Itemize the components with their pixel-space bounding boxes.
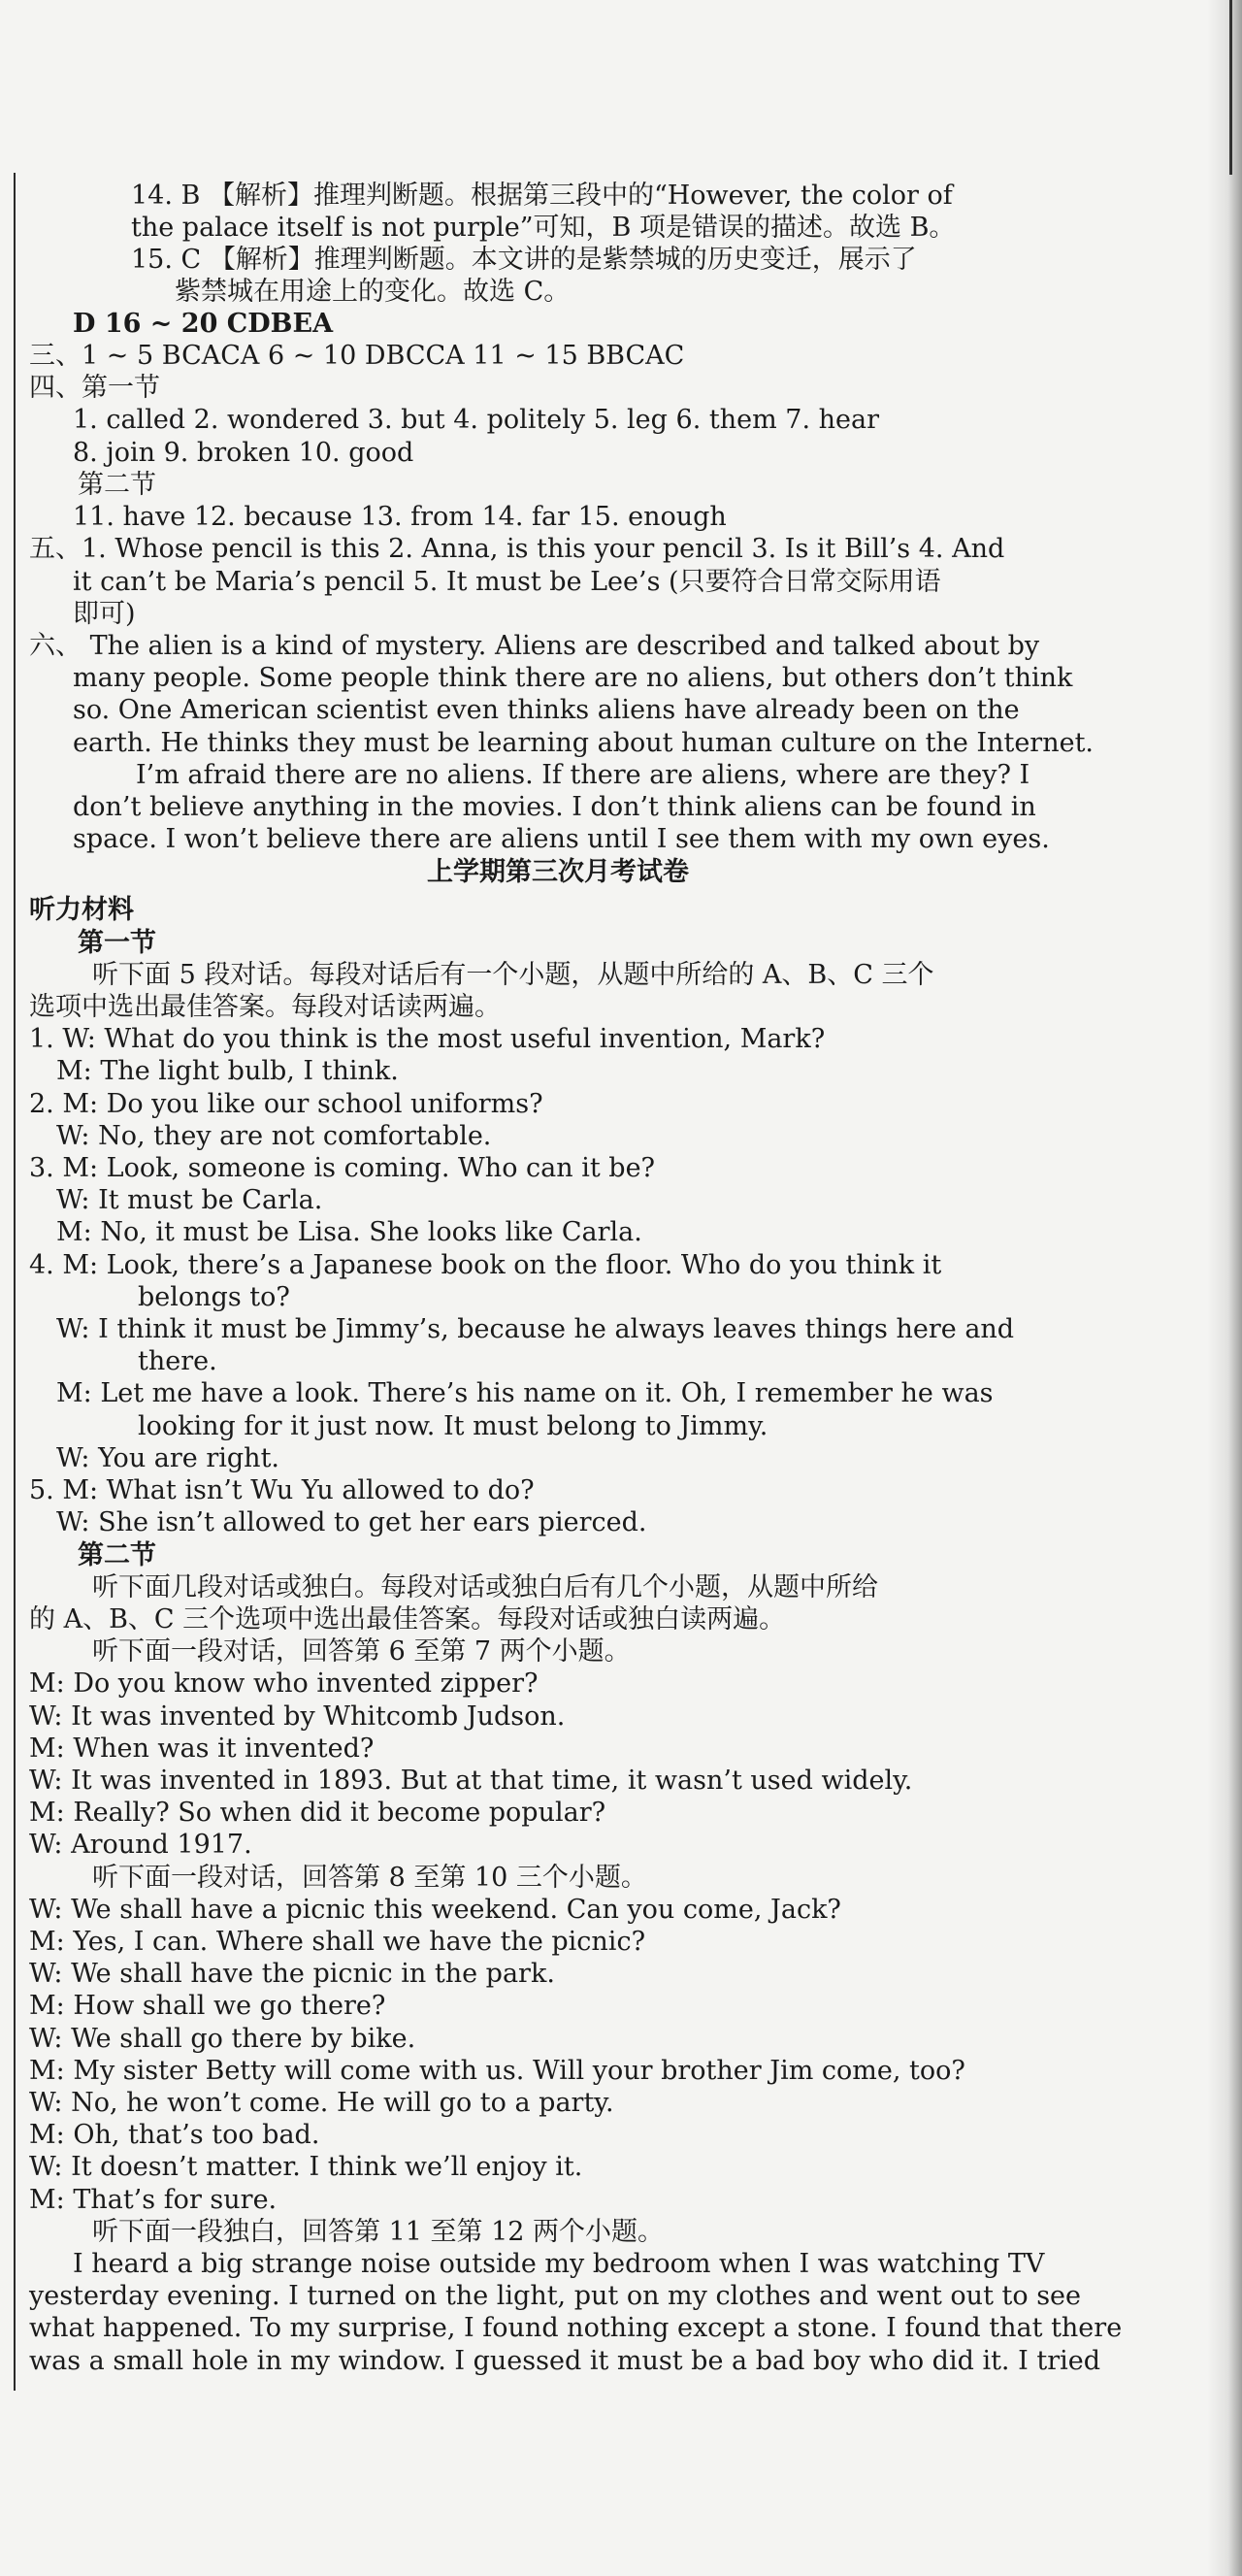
dialogue-line: M: Really? So when did it become popular? [29,1798,606,1828]
part-5: 五、1. Whose pencil is this 2. Anna, is this your pencil 3. Is it Bill’s 4. And [29,534,1005,564]
monologue-line: was a small hole in my window. I guessed it must be a bad boy who did it. I tried [29,2346,1100,2376]
dialogue-line: W: It was invented by Whitcomb Judson. [29,1701,566,1732]
dialogue-line: M: Yes, I can. Where shall we have the picnic? [29,1927,646,1957]
dialogue-line: W: We shall have the picnic in the park. [29,1959,555,1989]
exam-title: 上学期第三次月考试卷 [427,857,689,887]
dialogue-line: W: No, they are not comfortable. [56,1121,492,1151]
dialogue-line: 5. M: What isn’t Wu Yu allowed to do? [29,1475,535,1505]
part-6: 六、 The alien is a kind of mystery. Aliens are described and talked about by [29,631,1040,661]
dialogue-line: W: No, he won’t come. He will go to a party. [29,2088,614,2118]
dialogue-line: M: How shall we go there? [29,1991,386,2021]
answer-d: D 16 ~ 20 CDBEA [73,309,334,339]
dialogue-line: W: You are right. [56,1443,280,1473]
part-6-line: I’m afraid there are no aliens. If there are aliens, where are they? I [136,760,1030,790]
dialogue-line: M: My sister Betty will come with us. Will your brother Jim come, too? [29,2056,965,2086]
dialogue-line: M: When was it invented? [29,1734,375,1764]
dialogue-line: W: She isn’t allowed to get her ears pierced. [56,1507,647,1537]
dialogue-line: 4. M: Look, there’s a Japanese book on the floor. Who do you think it [29,1250,942,1280]
dialogue-line: W: It must be Carla. [56,1185,323,1215]
instruction: 听下面 5 段对话。每段对话后有一个小题，从题中所给的 A、B、C 三个 [92,960,934,990]
part-6-line: don’t believe anything in the movies. I don’t think aliens can be found in [73,792,1036,822]
answer-15-cont: 紫禁城在用途上的变化。故选 C。 [175,277,571,307]
listening-sec2: 第二节 [78,1540,156,1570]
dialogue-line: M: Do you know who invented zipper? [29,1668,539,1699]
part-5-cont: it can’t be Maria’s pencil 5. It must be Lee’s (只要符合日常交际用语 [73,567,941,597]
dialogue-line: 2. M: Do you like our school uniforms? [29,1089,543,1119]
dialogue-line: W: We shall have a picnic this weekend. Can you come, Jack? [29,1895,841,1925]
dialogue-line: W: It was invented in 1893. But at that time, it wasn’t used widely. [29,1766,913,1796]
answer-15: 15. C 【解析】推理判断题。本文讲的是紫禁城的历史变迁，展示了 [131,245,917,275]
part-6-line: space. I won’t believe there are aliens until I see them with my own eyes. [73,824,1050,854]
instruction: 听下面一段对话，回答第 6 至第 7 两个小题。 [92,1636,631,1667]
listening-heading: 听力材料 [29,895,134,925]
monologue-line: I heard a big strange noise outside my bedroom when I was watching TV [73,2249,1045,2279]
part-5-cont2: 即可) [73,599,136,629]
dialogue-line: M: The light bulb, I think. [56,1056,399,1086]
instruction: 听下面一段独白，回答第 11 至第 12 两个小题。 [92,2217,665,2247]
dialogue-line: M: Let me have a look. There’s his name on it. Oh, I remember he was [56,1378,994,1408]
dialogue-line: 1. W: What do you think is the most useful invention, Mark? [29,1024,826,1054]
part-6-line: many people. Some people think there are no aliens, but others don’t think [73,663,1073,693]
margin-rule [14,173,16,2391]
instruction: 听下面几段对话或独白。每段对话或独白后有几个小题，从题中所给 [92,1572,878,1602]
dialogue-line: looking for it just now. It must belong to Jimmy. [138,1411,768,1441]
monologue-line: yesterday evening. I turned on the light, put on my clothes and went out to see [29,2281,1082,2311]
part-4-line-1: 1. called 2. wondered 3. but 4. politely 5. leg 6. them 7. hear [73,405,879,435]
instruction: 听下面一段对话，回答第 8 至第 10 三个小题。 [92,1863,647,1893]
monologue-line: what happened. To my surprise, I found nothing except a stone. I found that there [29,2313,1123,2343]
part-4-sec2: 第二节 [78,470,156,500]
part-6-line: so. One American scientist even thinks aliens have already been on the [73,695,1020,725]
dialogue-line: M: Oh, that’s too bad. [29,2120,320,2150]
dialogue-line: M: That’s for sure. [29,2185,278,2215]
instruction: 的 A、B、C 三个选项中选出最佳答案。每段对话或独白读两遍。 [29,1604,786,1635]
part-3: 三、1 ~ 5 BCACA 6 ~ 10 DBCCA 11 ~ 15 BBCAC [29,341,685,371]
part-4: 四、第一节 [29,373,160,403]
dialogue-line: there. [138,1346,217,1376]
dialogue-line: M: No, it must be Lisa. She looks like Carla. [56,1217,642,1247]
dialogue-line: W: Around 1917. [29,1830,252,1860]
dialogue-line: 3. M: Look, someone is coming. Who can it be? [29,1153,656,1183]
dialogue-line: W: It doesn’t matter. I think we’ll enjoy it. [29,2152,583,2182]
dialogue-line: belongs to? [138,1282,290,1312]
answer-14: 14. B 【解析】推理判断题。根据第三段中的“However, the color of [131,181,953,211]
page-edge-shadow [1207,0,1242,2576]
part-4-line-2: 8. join 9. broken 10. good [73,438,414,468]
dialogue-line: W: I think it must be Jimmy’s, because he always leaves things here and [56,1314,1015,1344]
part-6-line: earth. He thinks they must be learning about human culture on the Internet. [73,728,1095,758]
dialogue-line: W: We shall go there by bike. [29,2024,416,2054]
listening-sec1: 第一节 [78,928,156,958]
part-4-line-3: 11. have 12. because 13. from 14. far 15. enough [73,502,727,532]
instruction: 选项中选出最佳答案。每段对话读两遍。 [29,992,501,1022]
answer-14-cont: the palace itself is not purple”可知，B 项是错误的描述。故选 B。 [131,213,956,243]
